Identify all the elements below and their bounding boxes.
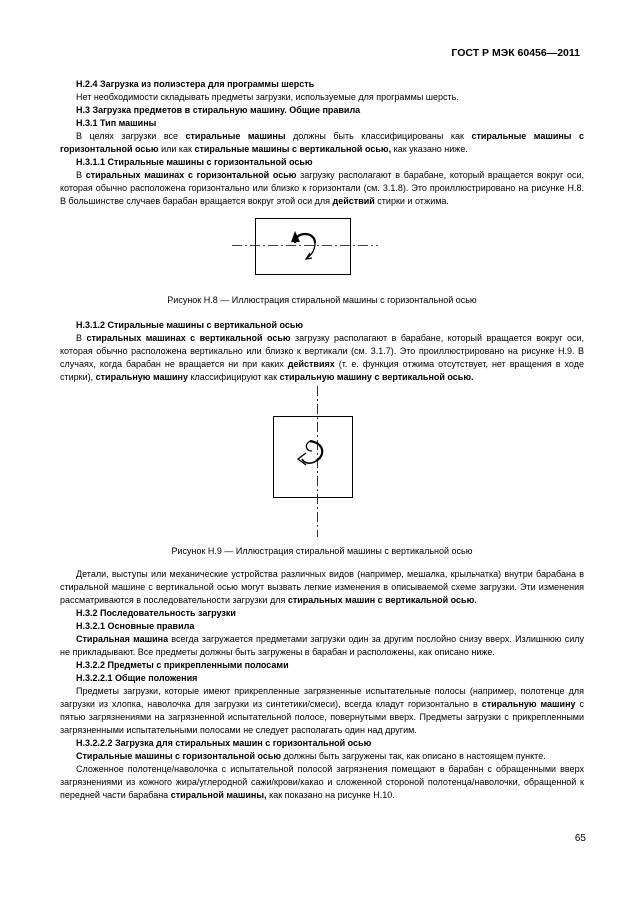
text-run: Н.3.2.2.2 Загрузка для стиральных машин с горизонтальной осью [76,738,372,748]
text-run: В целях загрузки все [76,131,186,141]
section-heading [60,737,584,750]
text-run: В [76,333,87,343]
page-number: 65 [574,833,586,844]
term-bold: стиральных машин с вертикальной осью. [287,595,477,605]
text-run: загрузку располагают в барабане, который вращается вокруг оси, которая обычно расположена вертикально или близко к вертикали (см. 3.1.7). Это проиллюстрировано на рисунке Н.9. В случаях, когда барабан не вращается ни при каких [60,333,584,369]
text-run: Н.3 Загрузка предметов в стиральную машину. Общие правила [76,105,361,115]
paragraph [60,332,584,384]
text-run: Предметы загрузки, которые имеют прикрепленные загрязненные испытательные полосы (например, полотенце для загрузки из хлопка, наволочка для загрузки из синтетики/смеси), всегда кладут горизонтально в [60,686,584,709]
term-bold: стиральные машины с вертикальной осью, [194,144,392,154]
term-bold: действиях [287,359,335,369]
text-run: Сложенное полотенце/наволочка с испытательной полосой загрязнения помещают в барабан с обращенными вверх загрязнениями из кожного жира/углеродной сажи/крови/какао и сложенной стороной полотенца/наволочки, обращенной к передней части барабана [60,764,584,800]
text-section-2 [60,319,584,384]
paragraph [60,763,584,802]
text-run: должны быть классифицированы как [285,131,472,141]
section-heading [60,78,584,91]
term-bold: стиральную машину [95,372,188,382]
text-run: Н.2.4 Загрузка из полиэстера для программы шерсть [76,79,315,89]
text-run: Н.3.1 Тип машины [76,118,157,128]
text-run: с пятью загрязнениями на загрязненной испытательной полосе, повернутыми вверх. Предметы загрузки с прикрепленными загрязненными испытательными полосами не следует располагать один над другим. [60,699,584,735]
text-run: Н.3.2.2.1 Общие положения [76,673,198,683]
text-section-1 [60,78,584,208]
drum-frame [274,417,353,498]
text-run: Н.3.1.2 Стиральные машины с вертикальной осью [76,320,304,330]
term-bold: стиральные машины с горизонтальной осью [60,131,584,154]
text-run: (т. е. функция отжима отсутствует, нет вращения в ходе стирки), [60,359,584,382]
rotation-arrow-icon [298,441,322,465]
drum-frame [256,219,351,275]
figure-h9-vertical-axis-diagram [60,386,584,538]
section-heading [60,319,584,332]
figure-h8-caption: Рисунок Н.8 — Иллюстрация стиральной машины с горизонтальной осью [167,295,477,305]
section-heading [60,607,584,620]
term-bold: стиральной машины, [170,790,267,800]
section-heading [60,156,584,169]
section-heading [60,659,584,672]
text-run: должны быть загружены так, как описано в настоящем пункте. [281,751,546,761]
text-run: классифицируют как [187,372,280,382]
text-section-3 [60,568,584,802]
section-heading [60,117,584,130]
text-run: Н.3.2 Последовательность загрузки [76,608,236,618]
term-bold: стиральную машину с вертикальной осью. [279,372,474,382]
text-run: как указано ниже. [391,144,468,154]
term-bold: стиральных машинах с горизонтальной осью [85,170,297,180]
figure-h8-horizontal-axis-diagram [60,218,584,276]
paragraph [60,633,584,659]
paragraph [60,750,584,763]
term-bold: Стиральные машины с горизонтальной осью [76,751,282,761]
paragraph [60,169,584,208]
text-run: Н.3.2.1 Основные правила [76,621,195,631]
term-bold: стиральную машину [481,699,576,709]
text-run: загрузку располагают в барабане, который вращается вокруг оси, которая обычно расположена горизонтально или близко к горизонтали (см. 3.1.8). Это проиллюстрировано на рисунке Н.8. В большинстве случаев барабан вращается вокруг этой оси для [60,170,584,206]
term-bold: действий [332,196,375,206]
text-run: всегда загружается предметами загрузки один за другим послойно снизу вверх. Излишнюю силу не прикладывают. Все предметы должны быть загружены в барабан и расположены, как описано ниже. [60,634,585,657]
text-run: Н.3.1.1 Стиральные машины с горизонтальной осью [76,157,313,167]
section-heading [60,672,584,685]
text-run: стирки и отжима. [374,196,449,206]
paragraph [60,91,584,104]
text-run: или как [158,144,195,154]
text-run: Н.3.2.2 Предметы с прикрепленными полосами [76,660,289,670]
term-bold: стиральные машины [185,131,286,141]
text-run: как показано на рисунке Н.10. [266,790,395,800]
term-bold: стиральных машинах с вертикальной осью [86,333,291,343]
text-run: В [76,170,86,180]
term-bold: Стиральная машина [76,634,169,644]
standard-header: ГОСТ Р МЭК 60456—2011 [451,47,580,59]
rotation-arrow-icon [291,231,315,259]
text-run: Детали, выступы или механические устройства различных видов (например, мешалка, крыльчатка) внутри барабана в стиральной машине с вертикальной осью могут вызвать легкие изменения в описываемой схеме загрузки. Эти изменения рассматриваются в последовательности загрузки для [60,569,584,605]
paragraph [60,130,584,156]
figure-h9-caption: Рисунок Н.9 — Иллюстрация стиральной машины с вертикальной осью [171,546,473,556]
section-heading [60,104,584,117]
paragraph [60,685,584,737]
section-heading [60,620,584,633]
text-run: Нет необходимости складывать предметы загрузки, используемые для программы шерсть. [76,92,459,102]
paragraph [60,568,584,607]
